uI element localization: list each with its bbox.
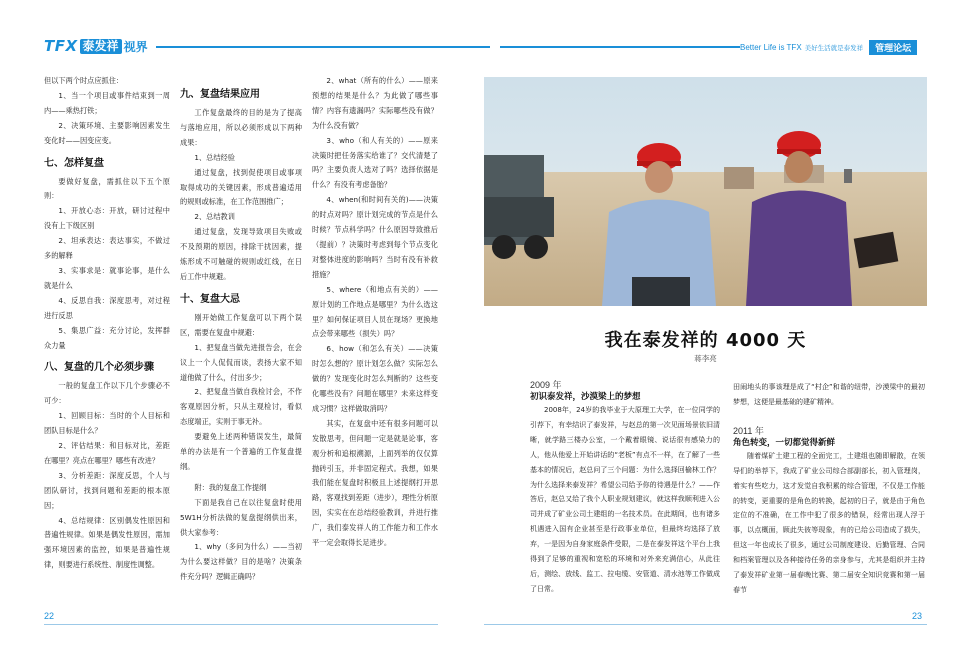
- paragraph: 3、分析差距：深度反思，个人与团队研讨，找到问题和差距的根本原因；: [44, 470, 170, 510]
- paragraph: 1、why（多问为什么）——当初为什么要这样做？目的是啥？决策条件充分吗？逻辑正确吗？: [180, 542, 302, 582]
- paragraph: 一般的复盘工作以下几个步骤必不可少：: [44, 381, 170, 406]
- section-heading: 十、复盘大忌: [180, 293, 240, 305]
- footer-rule-right: [484, 624, 927, 625]
- paragraph: 附：我的复盘工作提纲: [194, 482, 267, 492]
- paragraph: 2、坦承表达：表达事实，不做过多的解释: [44, 236, 170, 261]
- paragraph: 下面是我自己在以往复盘时使用5W1H分析法做的复盘提纲供出来，供大家参考：: [180, 497, 302, 537]
- paragraph: 2、评估结果：和目标对比，差距在哪里？亮点在哪里？哪些有改进？: [44, 441, 170, 465]
- paragraph: 2、把复盘当做自我检讨会，不作客观原因分析，只从主观检讨，看似态度端正，实则于事无补。: [180, 387, 302, 427]
- paragraph: 要避免上述两种错误发生，最简单的办法是有一个普遍的工作复盘提纲。: [180, 432, 302, 471]
- photo-two-workers-icon: [484, 77, 927, 306]
- article-photo: [484, 77, 927, 306]
- header-rule-left: [156, 46, 490, 48]
- paragraph: 1、总结经验: [194, 152, 235, 162]
- logo-brand: 泰发祥: [80, 39, 122, 54]
- section-tag: 管理论坛: [869, 40, 917, 55]
- footer-rule-left: [44, 624, 438, 625]
- page-number-right: 23: [912, 611, 923, 621]
- page-number-left: 22: [44, 611, 55, 621]
- paragraph: 3、实事求是：就事论事，是什么就是什么: [44, 265, 170, 290]
- paragraph: 工作复盘最终的目的是为了提高与落地应用，所以必须形成以下两种成果：: [180, 108, 302, 147]
- article-title: 我在泰发祥的 4000 天: [604, 330, 807, 351]
- paragraph: 但以下两个时点应抓住：: [44, 76, 124, 85]
- paragraph: 4、when(和时间有关的)——决策的时点对吗？原计划完成的节点是什么时候？节点科学吗？什么原因导致推后（提前）？决策时考虑到每个节点变化对整体进度的影响吗？当时有没有补救措施？: [312, 195, 438, 279]
- paragraph: 6、how（和怎么有关）——决策时怎么想的？原计划怎么做？实际怎么做的？发现变化时怎么判断的？这些变化哪些没有？问题在哪里？未来这样变成习惯？这样做取消吗？: [312, 344, 438, 413]
- paragraph: 3、who（和人有关的）——原来决策时把任务落实给谁了？交代清楚了吗？主要负责人选对了吗？选择依据是什么？有没有考虑备胎？: [312, 135, 438, 190]
- paragraph: 5、集思广益：充分讨论，发挥群众力量: [44, 325, 170, 350]
- paragraph: 1、当一个项目或事件结束到一周内——乘热打铁；: [44, 90, 170, 115]
- paragraph: 通过复盘，发现导致项目失败或不及预期的原因，排除干扰因素，提炼形成不可触碰的规则或红线，在日后工作中规避。: [180, 227, 302, 281]
- paragraph: 4、反思自我：深度思考，对过程进行反思: [44, 295, 170, 320]
- header-right: [740, 40, 917, 54]
- section-heading: 八、复盘的几个必须步骤: [44, 362, 154, 374]
- tagline-cn: 美好生活就是泰发祥: [804, 43, 864, 52]
- paragraph: 随着煤矿土建工程的全面完工，土建组也随即解散，在领导们的举荐下，我成了矿业公司综合部副部长，初入管理岗，着实有些吃力，这才发觉自我积累的综合管理，不仅是工作能的转变，更重要的是角色的转换，起初的日子，就是由于角色定位的不准确，在工作中犯了很多的错误，经常出现人浮于事，以点概面，顾此失彼等现象，有的已给公司造成了损失，但这一年也成长了很多，通过公司制度建设、后勤管理、合同和档案管理以及各种接待任务的亲身参与，尤其是组织并主持了泰发祥矿业第一届春晚比赛、第二届安全知识竞赛和第一届春节: [733, 451, 925, 594]
- paragraph: 1、开放心态：开放，研讨过程中没有上下级区别: [44, 206, 170, 231]
- paragraph: 通过复盘，找到促使项目或事项取得成功的关键因素，形成普遍适用的规则或标准，在工作范围推广；: [180, 167, 302, 207]
- section-heading: 九、复盘结果应用: [180, 89, 260, 100]
- paragraph: 4、总结规律：区别偶发性原因和普遍性规律。如果是偶发性原因，需加强环境因素的监控，如果是普遍性规律，则要进行系统性、制度性调整。: [44, 515, 170, 570]
- tagline-en: Better Life is TFX: [740, 42, 802, 52]
- section-heading: 七、怎样复盘: [44, 157, 104, 169]
- logo-sub: 视界: [123, 39, 148, 54]
- paragraph: 要做好复盘，需抓住以下五个原则：: [44, 176, 170, 201]
- paragraph: 2008年，24岁的我毕业于大原理工大学，在一位同学的引荐下，有幸结识了泰发祥，与赵总的第一次见面场景依旧清晰，就学路三楼办公室，一个戴着眼镜、说话很有感染力的人，他从他爱上开始讲话的“老板”有点不一样，在了解了一些基本的情况后，赵总问了三个问题：为什么选择回榆林工作？为什么选择来泰发祥？希望公司给予你的待遇是什么？——作答后，赵总又给了我个人职业规划建议，就这样我顺利进入公司并成了矿业公司土建组的一名技术员。在此期间，也有诸多机遇进入国有企业甚至是行政事业单位，但最终均选择了放弃，一是因为自身家庭条件受限，二是在泰发祥这个平台上我得到了足够的重视和宽松的环境和对外来充满信心，从此往后，测绘、放线、监工、拉电缆、安管道、清水池等工作做成了日常。: [530, 406, 720, 593]
- paragraph: 田闹地头的事该理是成了“村企”和谐的纽带，沙漠梁中的最初梦想，这便是最基础的建矿精神。: [733, 383, 925, 406]
- logo-tfx: TFX: [44, 37, 78, 55]
- column-2: [180, 74, 302, 585]
- paragraph: 1、把复盘当做先进报告会，在会议上一个人侃侃而谈，表扬大家不知道他做了什么，付出多少；: [180, 342, 302, 382]
- paragraph: 5、where（和地点有关的）——原计划的工作地点是哪里？为什么选这里？如何保证项目人员在现场？更换地点会带来哪些（损失）吗？: [312, 284, 438, 339]
- paragraph: 其实，在复盘中还有很多问题可以发散思考，但问题一定是就是论事，客观分析和追根溯源，上面列举的仅仅算抛砖引玉，并非固定程式。我想，如果我们能在复盘时积极且上述提纲打开思路，客观找到差距（进步），理性分析原因，实实在在总结经验教训，并进行推广，我们泰发祥人的工作能力和工作水平一定会取得长足进步。: [312, 418, 438, 548]
- column-1: [44, 74, 170, 573]
- paragraph: 1、回顾目标：当时的个人目标和团队目标是什么？: [44, 411, 170, 436]
- paragraph: 刚开始做工作复盘可以下两个误区，需要在复盘中规避：: [180, 312, 302, 337]
- column-5: [733, 380, 925, 598]
- paragraph: 2、总结教训: [194, 212, 235, 222]
- header-rule-right: [500, 46, 740, 48]
- paragraph: 2、决策环境、主要影响因素发生变化时——因变应变。: [44, 120, 170, 145]
- column-4: [530, 380, 720, 597]
- paragraph: 2、what（所有的什么）——原来预想的结果是什么？为此做了哪些事情？内容有遗漏吗？实际哪些没有做？为什么没有做？: [312, 76, 438, 130]
- subsection-heading: 初识泰发祥，沙漠梁上的梦想: [530, 392, 641, 402]
- magazine-logo: [44, 38, 148, 54]
- year-label: 2011 年: [733, 425, 764, 436]
- article-author: 蒋李亮: [694, 354, 717, 363]
- year-label: 2009 年: [530, 380, 562, 390]
- column-3: [312, 74, 438, 551]
- subsection-heading: 角色转变，一切都觉得新鲜: [733, 437, 836, 448]
